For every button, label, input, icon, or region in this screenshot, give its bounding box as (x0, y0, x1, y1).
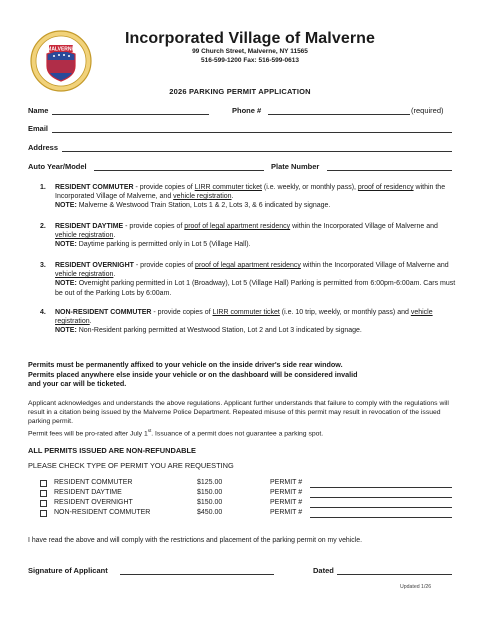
agreement-statement: I have read the above and will comply with the restrictions and placement of the parking permit on my vehicle. (28, 537, 362, 544)
village-title: Incorporated Village of Malverne (124, 30, 376, 47)
permit-type-name: RESIDENT OVERNIGHT (54, 499, 133, 506)
permit-rule-3 (40, 261, 460, 298)
rule-title: RESIDENT OVERNIGHT (55, 262, 134, 269)
rule-title: NON-RESIDENT COMMUTER (55, 309, 152, 316)
note-label: NOTE: (55, 280, 77, 288)
phone-field[interactable] (268, 114, 410, 115)
permit-rule-4 (40, 308, 460, 336)
rule-text: (i.e. 10 trip, weekly, or monthly pass) and (279, 309, 411, 316)
address-label: Address (28, 143, 59, 152)
permit-number-label: PERMIT # (270, 489, 303, 496)
name-label: Name (28, 106, 49, 115)
note-text: Daytime parking is permitted only in Lot 5 (Village Hall). (76, 241, 251, 249)
rule-text: - provide copies of (151, 309, 213, 316)
phone-label: Phone # (232, 106, 262, 115)
permit-type-row (40, 489, 460, 499)
rule-doc: vehicle registration (173, 193, 232, 201)
rule-text: . (113, 232, 116, 240)
acknowledgement-text (28, 399, 458, 438)
note-label: NOTE: (55, 327, 77, 335)
rule-title: RESIDENT DAYTIME (55, 223, 124, 230)
permit-price: $150.00 (197, 489, 223, 496)
village-seal-logo (30, 30, 92, 92)
auto-field[interactable] (94, 170, 264, 171)
permit-type-name: NON-RESIDENT COMMUTER (54, 509, 151, 516)
rule-doc: vehicle registration (55, 271, 114, 279)
rule-number: 4. (40, 309, 46, 316)
permit-number-label: PERMIT # (270, 499, 303, 506)
non-refundable-notice: ALL PERMITS ISSUED ARE NON-REFUNDABLE (28, 446, 196, 455)
rule-doc: proof of residency (357, 184, 414, 191)
permit-number-field[interactable] (310, 507, 452, 508)
rule-doc: LIRR commuter ticket (194, 184, 262, 191)
rule-number: 3. (40, 262, 46, 269)
rule-doc: LIRR commuter ticket (212, 309, 280, 316)
rule-number: 2. (40, 223, 46, 230)
permit-checkbox[interactable] (40, 510, 47, 517)
note-text: Non-Resident parking permitted at Westwood Station, Lot 2 and Lot 3 indicated by signage. (76, 327, 362, 335)
village-phone-fax: 516-599-1200 Fax: 516-599-0613 (201, 57, 299, 64)
permit-rule-2 (40, 222, 460, 250)
permit-checkbox[interactable] (40, 490, 47, 497)
seal-text: MALVERNE (47, 46, 75, 53)
address-field[interactable] (62, 151, 452, 152)
rule-text: . (231, 193, 234, 201)
permit-checkbox[interactable] (40, 500, 47, 507)
warning-line: and your car will be ticketed. (28, 379, 127, 388)
rule-text: - provide copies of (133, 184, 195, 191)
permit-price: $450.00 (197, 509, 223, 516)
prorate-text: . Issuance of a permit does not guarantee a parking spot. (151, 430, 324, 438)
email-label: Email (28, 124, 49, 133)
signature-field[interactable] (120, 574, 274, 575)
rule-text: . (113, 271, 116, 279)
plate-field[interactable] (327, 170, 452, 171)
rule-text: within the Incorporated Village of Malverne, and (55, 184, 446, 201)
note-text: Overnight parking permitted in Lot 1 (Broadway), Lot 5 (Village Hall) Parking is permitted from 6:00pm-6:00am. Cars must be out of the Parking Lots by 6:00am. (55, 280, 456, 297)
rule-text: within the Incorporated Village of Malverne and (300, 262, 449, 269)
note-label: NOTE: (55, 241, 77, 249)
form-title: 2026 PARKING PERMIT APPLICATION (169, 87, 311, 96)
name-field[interactable] (52, 114, 209, 115)
auto-label: Auto Year/Model (28, 162, 87, 171)
prorate-sup: st (147, 428, 152, 433)
permit-price: $125.00 (197, 479, 223, 486)
rule-text: (i.e. weekly, or monthly pass), (261, 184, 358, 191)
permit-type-name: RESIDENT DAYTIME (54, 489, 122, 496)
rule-title: RESIDENT COMMUTER (55, 184, 134, 191)
updated-date: Updated 1/26 (400, 584, 432, 590)
rule-text: - provide copies of (133, 262, 196, 269)
permit-number-label: PERMIT # (270, 479, 303, 486)
dated-field[interactable] (337, 574, 452, 575)
permit-type-row (40, 479, 460, 489)
plate-label: Plate Number (271, 162, 320, 171)
dated-label: Dated (313, 566, 334, 575)
rule-text: . (89, 318, 92, 326)
warning-line: Permits must be permanently affixed to your vehicle on the inside driver's side rear window. (28, 360, 343, 369)
permit-type-row (40, 509, 460, 519)
required-note: (required) (411, 106, 444, 115)
check-type-header: PLEASE CHECK TYPE OF PERMIT YOU ARE REQUESTING (28, 461, 234, 470)
permit-rule-1 (40, 183, 460, 211)
placement-warning (28, 360, 458, 389)
prorate-text: Permit fees will be pro-rated after July 1 (28, 430, 148, 438)
permit-checkbox[interactable] (40, 480, 47, 487)
email-field[interactable] (52, 132, 452, 133)
permit-type-name: RESIDENT COMMUTER (54, 479, 133, 486)
acknowledgement-paragraph: Applicant acknowledges and understands the above regulations. Applicant further understands that failure to comply with the regulations will result in a citation being issued by the Malverne Police Department. Repeated misuse of this permit may result in revocation of the issued parking permit. (28, 400, 449, 425)
permit-number-field[interactable] (310, 517, 452, 518)
village-address: 99 Church Street, Malverne, NY 11565 (192, 48, 308, 55)
rule-doc: vehicle registration (55, 232, 114, 240)
rule-doc: proof of legal apartment residency (184, 223, 291, 230)
note-text: Malverne & Westwood Train Station, Lots 1 & 2, Lots 3, & 6 indicated by signage. (76, 202, 331, 210)
prorate-note (28, 426, 458, 438)
signature-label: Signature of Applicant (28, 566, 108, 575)
permit-price: $150.00 (197, 499, 223, 506)
rule-text: - provide copies of (123, 223, 185, 230)
rule-doc: vehicle registration (55, 309, 433, 326)
permit-number-field[interactable] (310, 497, 452, 498)
warning-line: Permits placed anywhere else inside your vehicle or on the dashboard will be considered invalid (28, 369, 358, 379)
permit-number-label: PERMIT # (270, 509, 303, 516)
rule-text: within the Incorporated Village of Malverne and (290, 223, 438, 230)
rule-number: 1. (40, 184, 46, 191)
permit-type-row (40, 499, 460, 509)
rule-doc: proof of legal apartment residency (195, 262, 301, 269)
note-label: NOTE: (55, 202, 77, 210)
permit-number-field[interactable] (310, 487, 452, 488)
